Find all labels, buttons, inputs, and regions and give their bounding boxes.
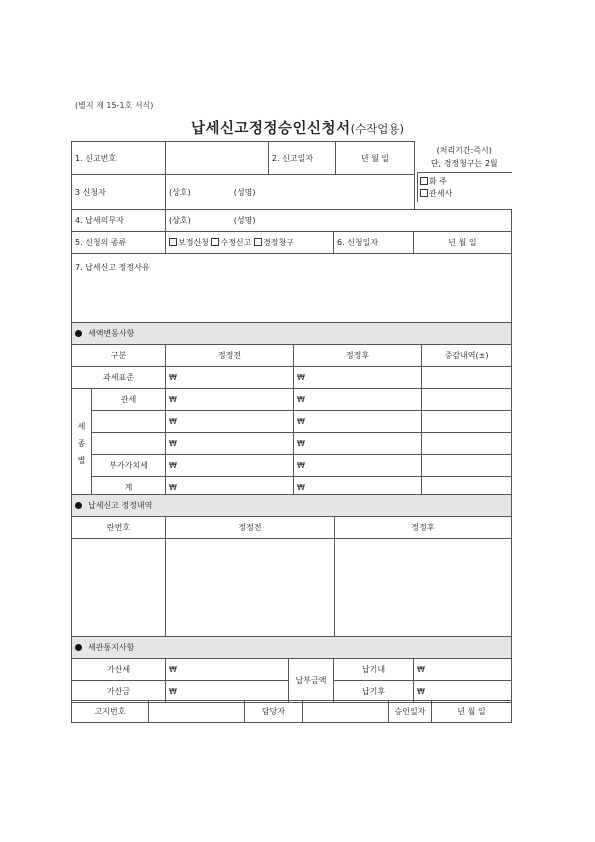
tax-base-label: 과세표준 (72, 367, 166, 389)
option-amendment-label: 보정신청 (178, 238, 209, 247)
taxpayer-company-label: (상호) (169, 216, 191, 225)
checkbox-icon[interactable] (420, 189, 428, 197)
report-no-label: 1. 신고번호 (72, 142, 166, 175)
vat-before[interactable]: ₩ (166, 455, 294, 477)
form-number-label: (별지 제 15-1호 서식) (75, 101, 154, 110)
correction-heading (72, 495, 512, 517)
approval-date-field[interactable]: 년 월 일 (432, 701, 512, 723)
penalty-amount-field[interactable]: ₩ (166, 681, 289, 703)
before-due-label: 납기내 (334, 659, 414, 681)
col-difference: 증감내역(±) (422, 345, 512, 367)
by-tax-char: 별 (77, 456, 86, 465)
tax-change-heading (72, 323, 512, 345)
tax-base-before[interactable]: ₩ (166, 367, 294, 389)
checkbox-icon[interactable] (254, 238, 262, 246)
option-correction-claim[interactable] (254, 238, 294, 247)
col-before: 정정전 (166, 345, 294, 367)
correction-table (71, 494, 512, 640)
taxpayer-field[interactable] (166, 210, 512, 232)
officer-label: 담당자 (245, 701, 303, 723)
option-customs-broker[interactable] (420, 188, 512, 200)
reason-field[interactable] (72, 254, 512, 324)
payment-amount-label: 납부금액 (289, 659, 334, 703)
tax-item-after[interactable]: ₩ (294, 411, 422, 433)
tax-item-label-blank[interactable] (92, 433, 166, 455)
taxpayer-label: 4. 납세의무자 (72, 210, 166, 232)
correction-field-no-area[interactable] (72, 539, 166, 640)
option-revised-report-label: 수정신고 (220, 238, 252, 247)
customs-duty-before[interactable]: ₩ (166, 389, 294, 411)
checkbox-icon[interactable] (420, 177, 428, 185)
applicant-label: 3 신청자 (72, 175, 166, 210)
correction-after-area[interactable] (335, 539, 512, 640)
tax-item-before[interactable]: ₩ (166, 433, 294, 455)
option-correction-claim-label: 경정청구 (262, 238, 294, 247)
tax-item-diff[interactable] (422, 411, 512, 433)
option-customs-broker-label: 관세사 (429, 188, 453, 198)
before-due-field[interactable]: ₩ (414, 659, 512, 681)
report-date-field[interactable]: 년 월 일 (336, 142, 415, 175)
officer-field[interactable] (303, 701, 389, 723)
tax-item-diff[interactable] (422, 433, 512, 455)
title-main: 납세신고정정승인신청서 (191, 121, 351, 137)
option-cargo-owner[interactable] (420, 176, 512, 188)
page-title (0, 117, 595, 138)
notice-heading-text: 세관통지사항 (88, 643, 135, 652)
processing-period-cell (415, 142, 512, 210)
application-type-label: 5. 신청의 종류 (72, 232, 166, 254)
tax-base-after[interactable]: ₩ (294, 367, 422, 389)
total-before[interactable]: ₩ (166, 477, 294, 499)
notice-no-label: 고지번호 (72, 701, 149, 723)
tax-base-diff[interactable] (422, 367, 512, 389)
customs-duty-after[interactable]: ₩ (294, 389, 422, 411)
tax-item-label-blank[interactable] (92, 411, 166, 433)
correction-before-area[interactable] (166, 539, 335, 640)
application-date-field[interactable]: 년 월 일 (414, 232, 512, 254)
applicant-type-options (417, 172, 512, 202)
by-tax-char: 종 (77, 439, 86, 448)
taxpayer-name-label: (성명) (233, 216, 256, 225)
bullet-icon (75, 330, 82, 337)
penalty-tax-label: 가산세 (72, 659, 166, 681)
report-date-label: 2. 신고일자 (269, 142, 336, 175)
customs-duty-label: 관세 (92, 389, 166, 411)
customs-duty-diff[interactable] (422, 389, 512, 411)
checkbox-icon[interactable] (211, 238, 219, 246)
after-due-field[interactable]: ₩ (414, 681, 512, 703)
notice-heading (72, 637, 512, 659)
applicant-company-label: (상호) (169, 187, 191, 197)
after-due-label: 납기후 (334, 681, 414, 703)
option-amendment[interactable] (169, 238, 209, 247)
tax-item-before[interactable]: ₩ (166, 411, 294, 433)
bullet-icon (75, 502, 82, 509)
application-date-label: 6. 신청일자 (334, 232, 414, 254)
approval-date-label: 승인일자 (389, 701, 432, 723)
taxpayer-table (71, 209, 512, 324)
penalty-tax-field[interactable]: ₩ (166, 659, 289, 681)
col-field-no: 란번호 (72, 517, 166, 539)
reason-label: 7. 납세신고 정정사유 (75, 263, 150, 272)
checkbox-icon[interactable] (169, 238, 177, 246)
option-revised-report[interactable] (211, 238, 251, 247)
approval-table (71, 700, 512, 723)
applicant-name-label: (성명) (233, 187, 256, 197)
application-type-options (166, 232, 334, 254)
tax-item-after[interactable]: ₩ (294, 433, 422, 455)
report-no-field[interactable] (166, 142, 269, 175)
total-after[interactable]: ₩ (294, 477, 422, 499)
customs-notice-table (71, 636, 512, 703)
applicant-info-table (71, 141, 512, 210)
vat-after[interactable]: ₩ (294, 455, 422, 477)
title-sub: (수작업용) (350, 122, 404, 136)
tax-change-heading-text: 세액변동사항 (88, 329, 135, 338)
by-tax-label (72, 389, 92, 499)
penalty-amount-label: 가산금 (72, 681, 166, 703)
bullet-icon (75, 644, 82, 651)
correction-heading-text: 납세신고 정정내역 (88, 501, 153, 510)
notice-no-field[interactable] (149, 701, 245, 723)
option-cargo-owner-label: 화 주 (429, 176, 447, 186)
tax-change-table (71, 322, 512, 499)
processing-period: (처리기간:즉시) (436, 145, 492, 155)
vat-label: 부가가치세 (92, 455, 166, 477)
vat-diff[interactable] (422, 455, 512, 477)
total-label: 계 (92, 477, 166, 499)
col-correction-after: 정정후 (335, 517, 512, 539)
applicant-field[interactable] (166, 175, 415, 210)
processing-note: 단, 경정청구는 2월 (430, 158, 498, 168)
by-tax-char: 세 (77, 422, 86, 431)
col-correction-before: 정정전 (166, 517, 335, 539)
col-category: 구분 (72, 345, 166, 367)
col-after: 정정후 (294, 345, 422, 367)
